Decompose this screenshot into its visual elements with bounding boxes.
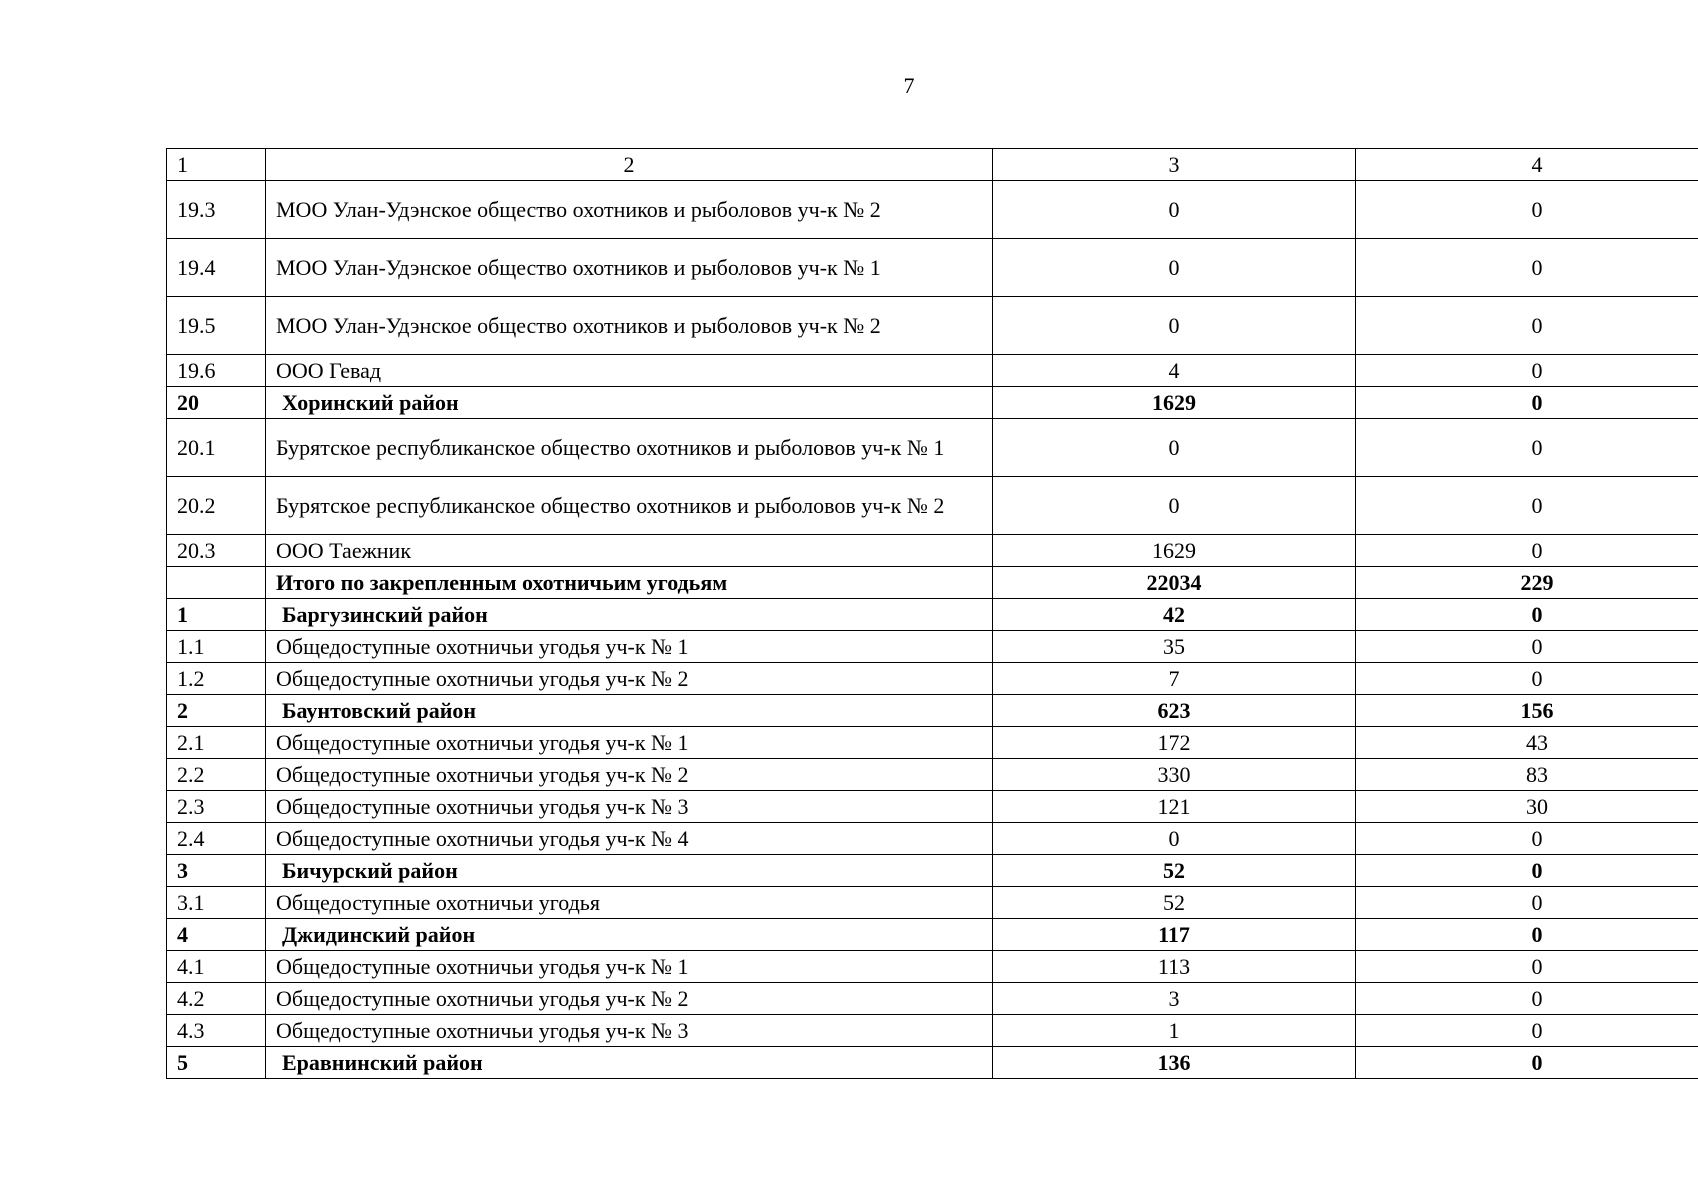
row-value-col3-cell: 121 [993,791,1356,823]
row-number-cell: 19.3 [167,181,266,239]
table-row [167,239,1698,297]
row-number-cell: 1.1 [167,631,266,663]
row-number-cell: 1.2 [167,663,266,695]
row-name-cell [266,855,993,887]
row-name-text: Общедоступные охотничьи угодья уч-к № 1 [276,633,689,659]
table-row [167,823,1698,855]
table-row [167,727,1698,759]
row-value-col3-cell: 172 [993,727,1356,759]
row-number-cell: 5 [167,1047,266,1079]
row-value-col4-cell: 0 [1356,663,1698,695]
row-value-col3-cell: 0 [993,239,1356,297]
row-number-cell: 4.1 [167,951,266,983]
row-value-col4-cell: 0 [1356,297,1698,355]
row-name-text: Общедоступные охотничьи угодья [276,889,600,915]
table-row [167,631,1698,663]
row-value-col3-cell: 0 [993,477,1356,535]
row-name-text: Общедоступные охотничьи угодья уч-к № 2 [276,761,689,787]
table-row [167,477,1698,535]
row-number-cell [167,567,266,599]
row-value-col4-cell: 0 [1356,1047,1698,1079]
row-value-col4-cell: 0 [1356,1015,1698,1047]
row-value-col4-cell: 0 [1356,239,1698,297]
row-number-cell: 2.1 [167,727,266,759]
row-value-col3-cell: 4 [993,355,1356,387]
row-number-cell: 3 [167,855,266,887]
row-number-cell: 2.3 [167,791,266,823]
row-name-text: МОО Улан-Удэнское общество охотников и рыболовов уч-к № 2 [276,312,881,338]
row-number-cell: 2 [167,695,266,727]
table-district-row [167,855,1698,887]
row-number-cell: 2.4 [167,823,266,855]
table-district-row [167,919,1698,951]
table-total-row [167,567,1698,599]
row-name-cell [266,1047,993,1079]
row-name-text: Баунтовский район [282,697,477,723]
row-number-cell: 20.1 [167,419,266,477]
row-value-col3-cell: 35 [993,631,1356,663]
row-number-cell: 20 [167,387,266,419]
row-value-col4-cell: 0 [1356,855,1698,887]
table-row [167,535,1698,567]
row-name-cell [266,823,993,855]
row-value-col4-cell: 156 [1356,695,1698,727]
page-number: 7 [903,73,915,98]
row-value-col4-cell: 0 [1356,387,1698,419]
table-row [167,663,1698,695]
row-value-col4-cell: 0 [1356,535,1698,567]
row-value-col3-cell: 136 [993,1047,1356,1079]
row-number-cell: 20.2 [167,477,266,535]
row-value-col3-cell: 52 [993,855,1356,887]
row-value-col4-cell: 0 [1356,477,1698,535]
row-name-text: Джидинский район [282,921,476,947]
row-name-cell [266,599,993,631]
row-name-text: Общедоступные охотничьи угодья уч-к № 1 [276,729,689,755]
row-value-col3-cell: 42 [993,599,1356,631]
row-name-cell [266,477,993,535]
header-cell-1: 1 [167,149,266,181]
row-value-col4-cell: 0 [1356,419,1698,477]
row-value-col3-cell: 52 [993,887,1356,919]
table-header-row [167,149,1698,181]
row-name-text: Бурятское республиканское общество охотников и рыболовов уч-к № 1 [276,434,945,460]
row-name-cell [266,535,993,567]
row-value-col4-cell: 83 [1356,759,1698,791]
row-value-col4-cell: 0 [1356,919,1698,951]
table-row [167,887,1698,919]
row-name-text: Общедоступные охотничьи угодья уч-к № 3 [276,793,689,819]
table-row [167,1015,1698,1047]
row-name-text: МОО Улан-Удэнское общество охотников и рыболовов уч-к № 2 [276,196,881,222]
row-value-col3-cell: 0 [993,823,1356,855]
row-name-text: Хоринский район [282,389,459,415]
row-name-text: МОО Улан-Удэнское общество охотников и рыболовов уч-к № 1 [276,254,881,280]
row-value-col4-cell: 229 [1356,567,1698,599]
header-cell-2: 2 [266,149,993,181]
table-row [167,419,1698,477]
table-district-row [167,599,1698,631]
row-name-cell [266,181,993,239]
row-name-text: Общедоступные охотничьи угодья уч-к № 1 [276,953,689,979]
table-row [167,181,1698,239]
row-name-cell [266,727,993,759]
row-name-text: Бичурский район [282,857,458,883]
row-name-cell [266,887,993,919]
row-value-col4-cell: 0 [1356,181,1698,239]
row-value-col4-cell: 0 [1356,355,1698,387]
row-name-text: Баргузинский район [282,601,488,627]
row-number-cell: 19.6 [167,355,266,387]
row-name-cell [266,239,993,297]
table-row [167,759,1698,791]
row-name-text: ООО Таежник [276,537,412,563]
row-name-text: Итого по закрепленным охотничьим угодьям [276,569,728,595]
row-name-cell [266,983,993,1015]
row-value-col3-cell: 1 [993,1015,1356,1047]
row-value-col3-cell: 113 [993,951,1356,983]
row-number-cell: 19.4 [167,239,266,297]
row-value-col3-cell: 1629 [993,535,1356,567]
table-row [167,791,1698,823]
table-row [167,951,1698,983]
table-row [167,983,1698,1015]
row-name-cell [266,1015,993,1047]
header-cell-4: 4 [1356,149,1698,181]
row-value-col3-cell: 623 [993,695,1356,727]
row-number-cell: 4.3 [167,1015,266,1047]
row-value-col3-cell: 0 [993,181,1356,239]
row-number-cell: 2.2 [167,759,266,791]
row-value-col4-cell: 30 [1356,791,1698,823]
row-value-col4-cell: 0 [1356,631,1698,663]
row-name-cell [266,297,993,355]
row-value-col4-cell: 0 [1356,983,1698,1015]
row-value-col3-cell: 3 [993,983,1356,1015]
row-value-col4-cell: 0 [1356,599,1698,631]
row-number-cell: 20.3 [167,535,266,567]
row-name-cell [266,567,993,599]
row-name-cell [266,419,993,477]
row-value-col3-cell: 0 [993,419,1356,477]
row-number-cell: 4 [167,919,266,951]
row-number-cell: 4.2 [167,983,266,1015]
row-value-col3-cell: 117 [993,919,1356,951]
row-value-col4-cell: 43 [1356,727,1698,759]
table-body [167,149,1698,1079]
table-row [167,297,1698,355]
row-value-col3-cell: 0 [993,297,1356,355]
row-name-cell [266,631,993,663]
row-name-cell [266,919,993,951]
row-name-text: Общедоступные охотничьи угодья уч-к № 3 [276,1017,689,1043]
row-name-text: Бурятское республиканское общество охотников и рыболовов уч-к № 2 [276,492,945,518]
table-district-row [167,1047,1698,1079]
table-district-row [167,387,1698,419]
table-district-row [167,695,1698,727]
row-name-cell [266,695,993,727]
row-value-col3-cell: 330 [993,759,1356,791]
row-value-col4-cell: 0 [1356,823,1698,855]
row-number-cell: 19.5 [167,297,266,355]
row-name-text: ООО Гевад [276,357,382,383]
row-value-col3-cell: 7 [993,663,1356,695]
data-table [166,148,1698,1079]
row-name-text: Общедоступные охотничьи угодья уч-к № 2 [276,985,689,1011]
row-name-cell [266,759,993,791]
table-row [167,355,1698,387]
row-name-text: Общедоступные охотничьи угодья уч-к № 4 [276,825,689,851]
row-name-text: Еравнинский район [282,1049,483,1075]
row-value-col3-cell: 1629 [993,387,1356,419]
row-value-col3-cell: 22034 [993,567,1356,599]
row-number-cell: 1 [167,599,266,631]
row-name-text: Общедоступные охотничьи угодья уч-к № 2 [276,665,689,691]
row-name-cell [266,387,993,419]
row-number-cell: 3.1 [167,887,266,919]
header-cell-3: 3 [993,149,1356,181]
row-name-cell [266,951,993,983]
row-value-col4-cell: 0 [1356,951,1698,983]
row-value-col4-cell: 0 [1356,887,1698,919]
row-name-cell [266,791,993,823]
row-name-cell [266,663,993,695]
row-name-cell [266,355,993,387]
